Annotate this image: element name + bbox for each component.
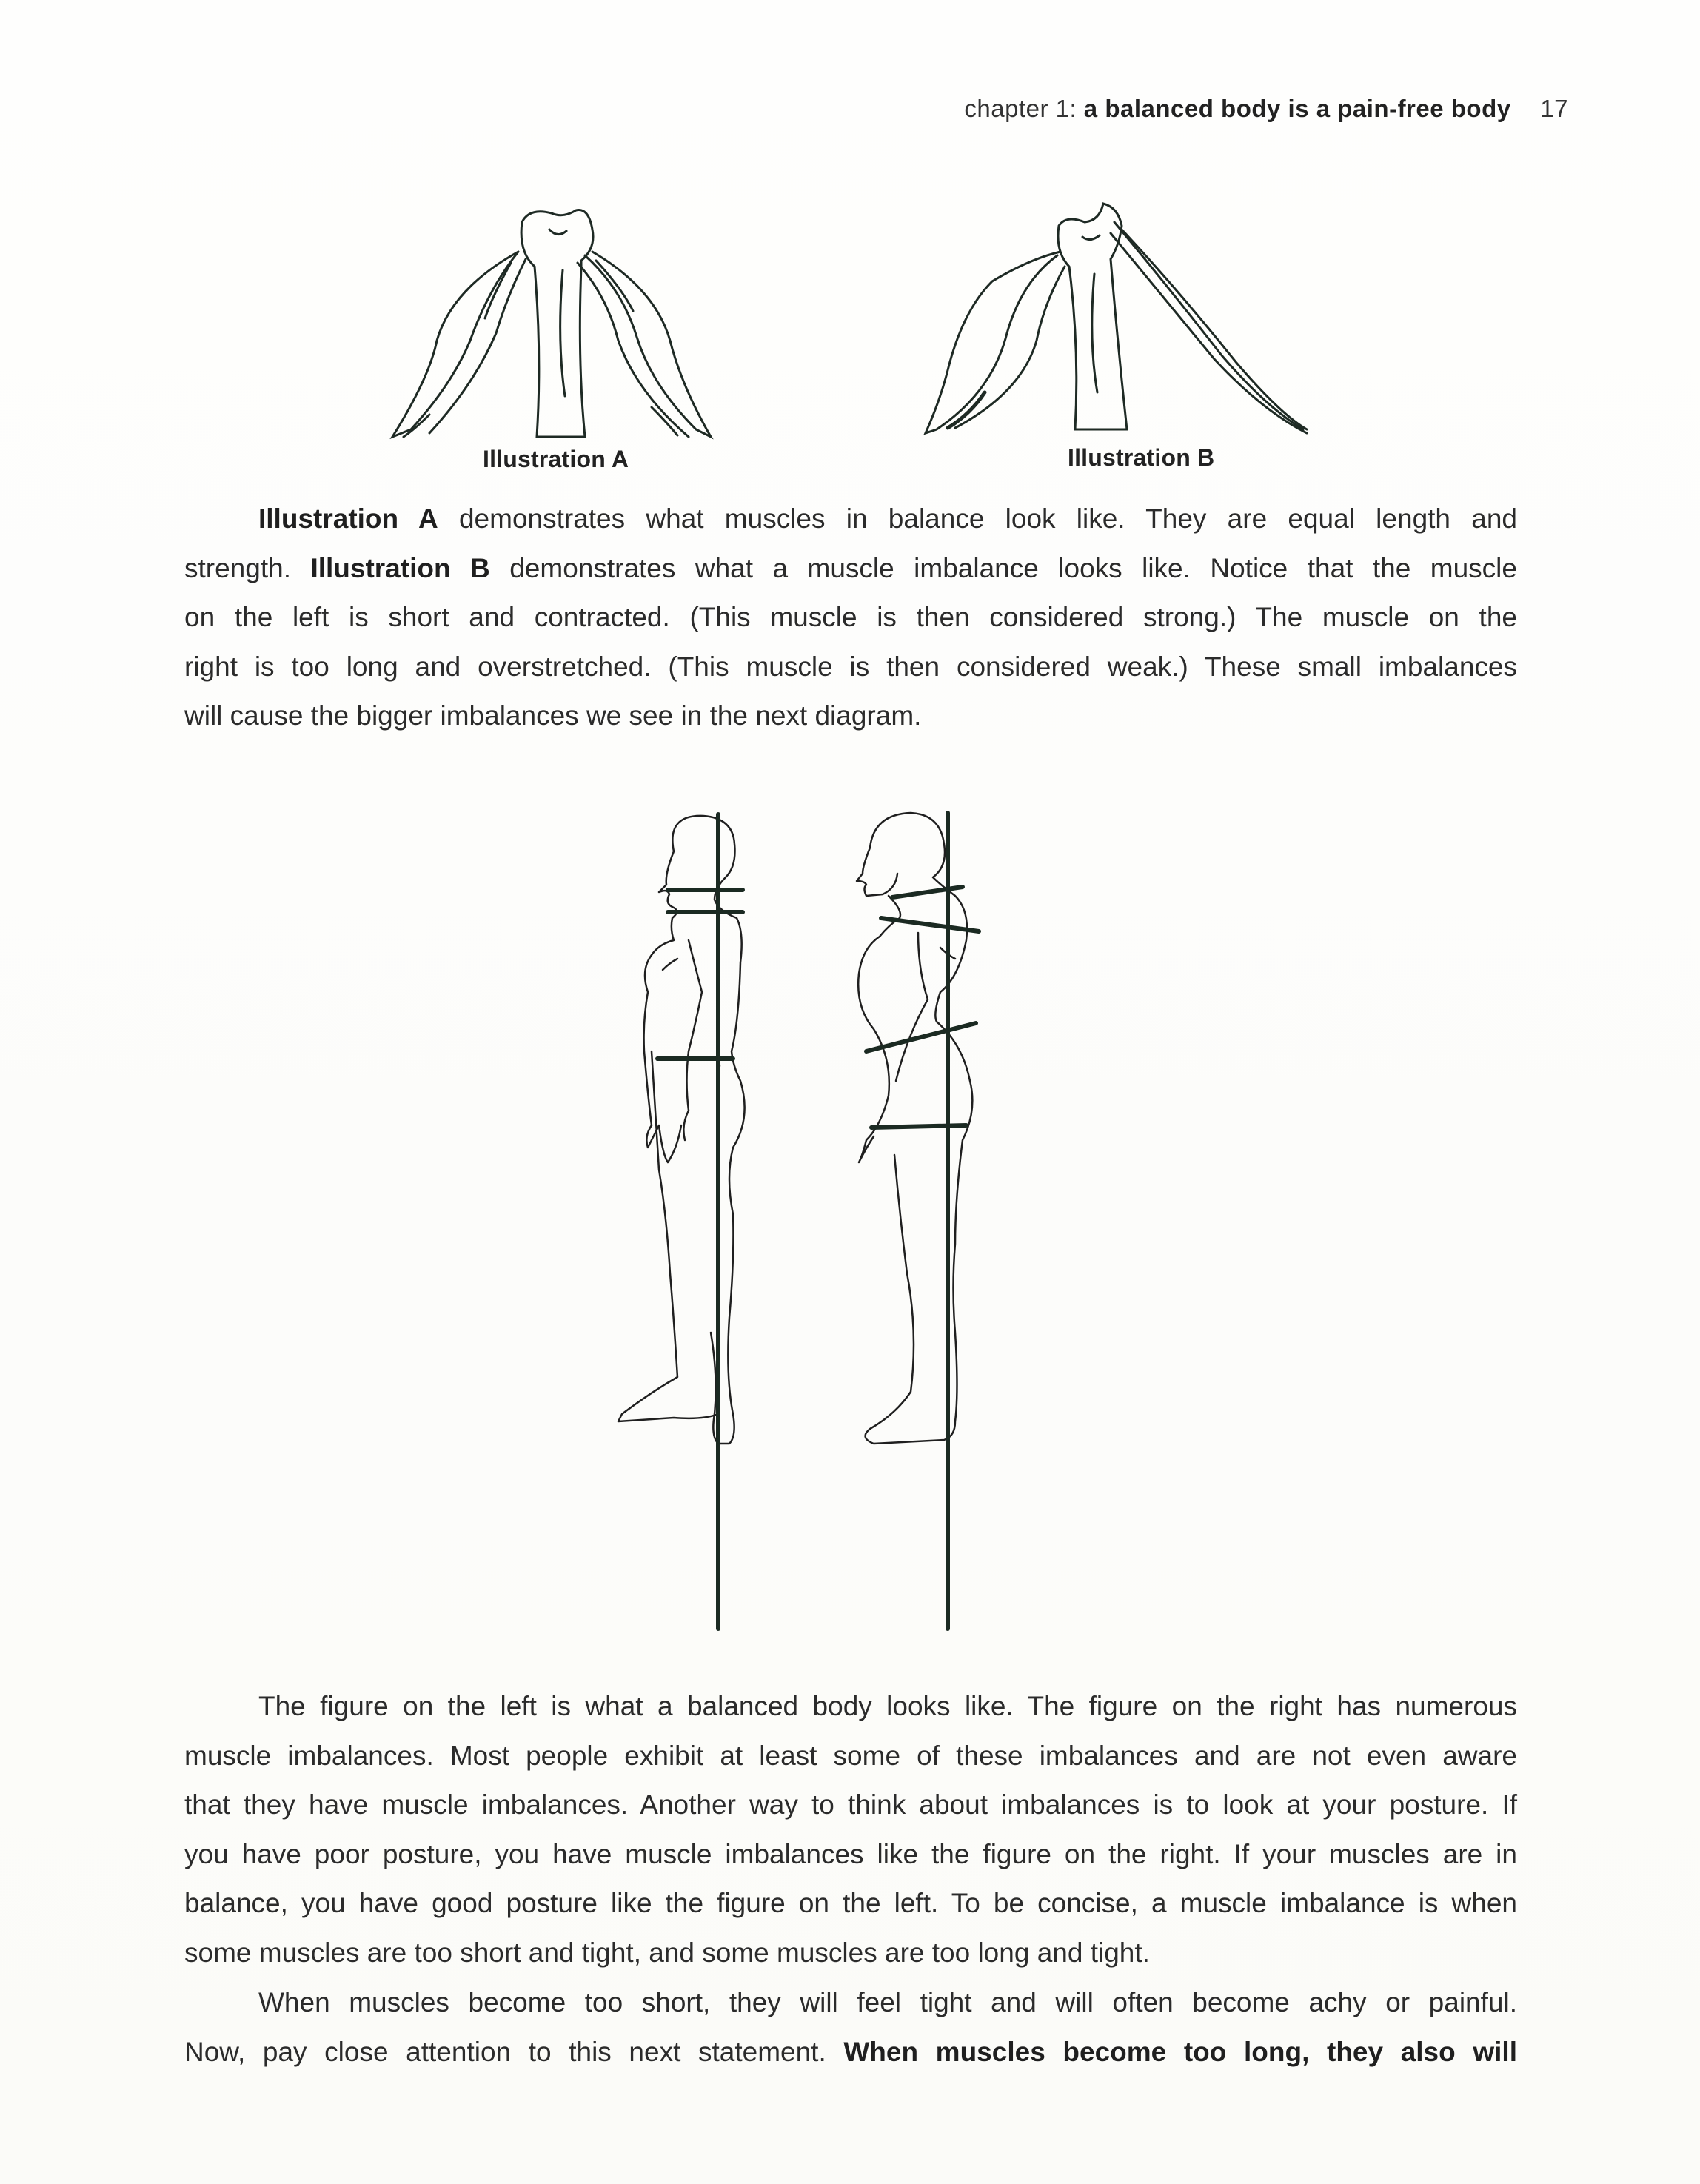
paragraph-line: strength. Illustration B demonstrates what a muscle imbalance looks like. Notice that the muscle xyxy=(184,552,1517,583)
paragraph-posture-explanation xyxy=(184,1682,1517,1977)
paragraph-line: that they have muscle imbalances. Another way to think about imbalances is to look at your posture. If xyxy=(184,1789,1517,1820)
paragraph-line: The figure on the left is what a balanced body looks like. The figure on the right has numerous xyxy=(258,1691,1517,1721)
illustration-a-muscles-balanced-icon xyxy=(341,192,829,444)
paragraph-line: Now, pay close attention to this next statement. When muscles become too long, they also will xyxy=(184,2036,1517,2067)
paragraph-line: muscle imbalances. Most people exhibit at least some of these imbalances and are not even aware xyxy=(184,1740,1517,1771)
paragraph-line: balance, you have good posture like the figure on the left. To be concise, a muscle imbalance is when xyxy=(184,1888,1517,1918)
caption-illustration-b: Illustration B xyxy=(1068,444,1215,471)
paragraph-line: on the left is short and contracted. (This muscle is then considered strong.) The muscle on the xyxy=(184,602,1517,632)
paragraph-line: will cause the bigger imbalances we see in the next diagram. xyxy=(184,700,922,731)
page-number: 17 xyxy=(1540,95,1568,122)
paragraph-line: When muscles become too short, they will feel tight and will often become achy or painful. xyxy=(258,1987,1517,2017)
chapter-label: chapter 1: xyxy=(964,95,1077,122)
running-head xyxy=(964,95,1568,123)
paragraph-line: some muscles are too short and tight, and some muscles are too long and tight. xyxy=(184,1937,1150,1968)
paragraph-illustration-explanation xyxy=(184,495,1517,741)
paragraph-line: you have poor posture, you have muscle imbalances like the figure on the right. If your muscles are in xyxy=(184,1838,1517,1869)
paragraph-line: Illustration A demonstrates what muscles in balance look like. They are equal length and xyxy=(258,503,1517,534)
illustration-b-muscles-imbalanced-icon xyxy=(889,192,1377,444)
chapter-title: a balanced body is a pain-free body xyxy=(1083,95,1511,122)
paragraph-line: right is too long and overstretched. (This muscle is then considered weak.) These small imbalances xyxy=(184,651,1517,682)
caption-illustration-a: Illustration A xyxy=(483,446,629,472)
posture-comparison-figure xyxy=(607,800,1066,1655)
paragraph-muscle-length xyxy=(184,1978,1517,2077)
